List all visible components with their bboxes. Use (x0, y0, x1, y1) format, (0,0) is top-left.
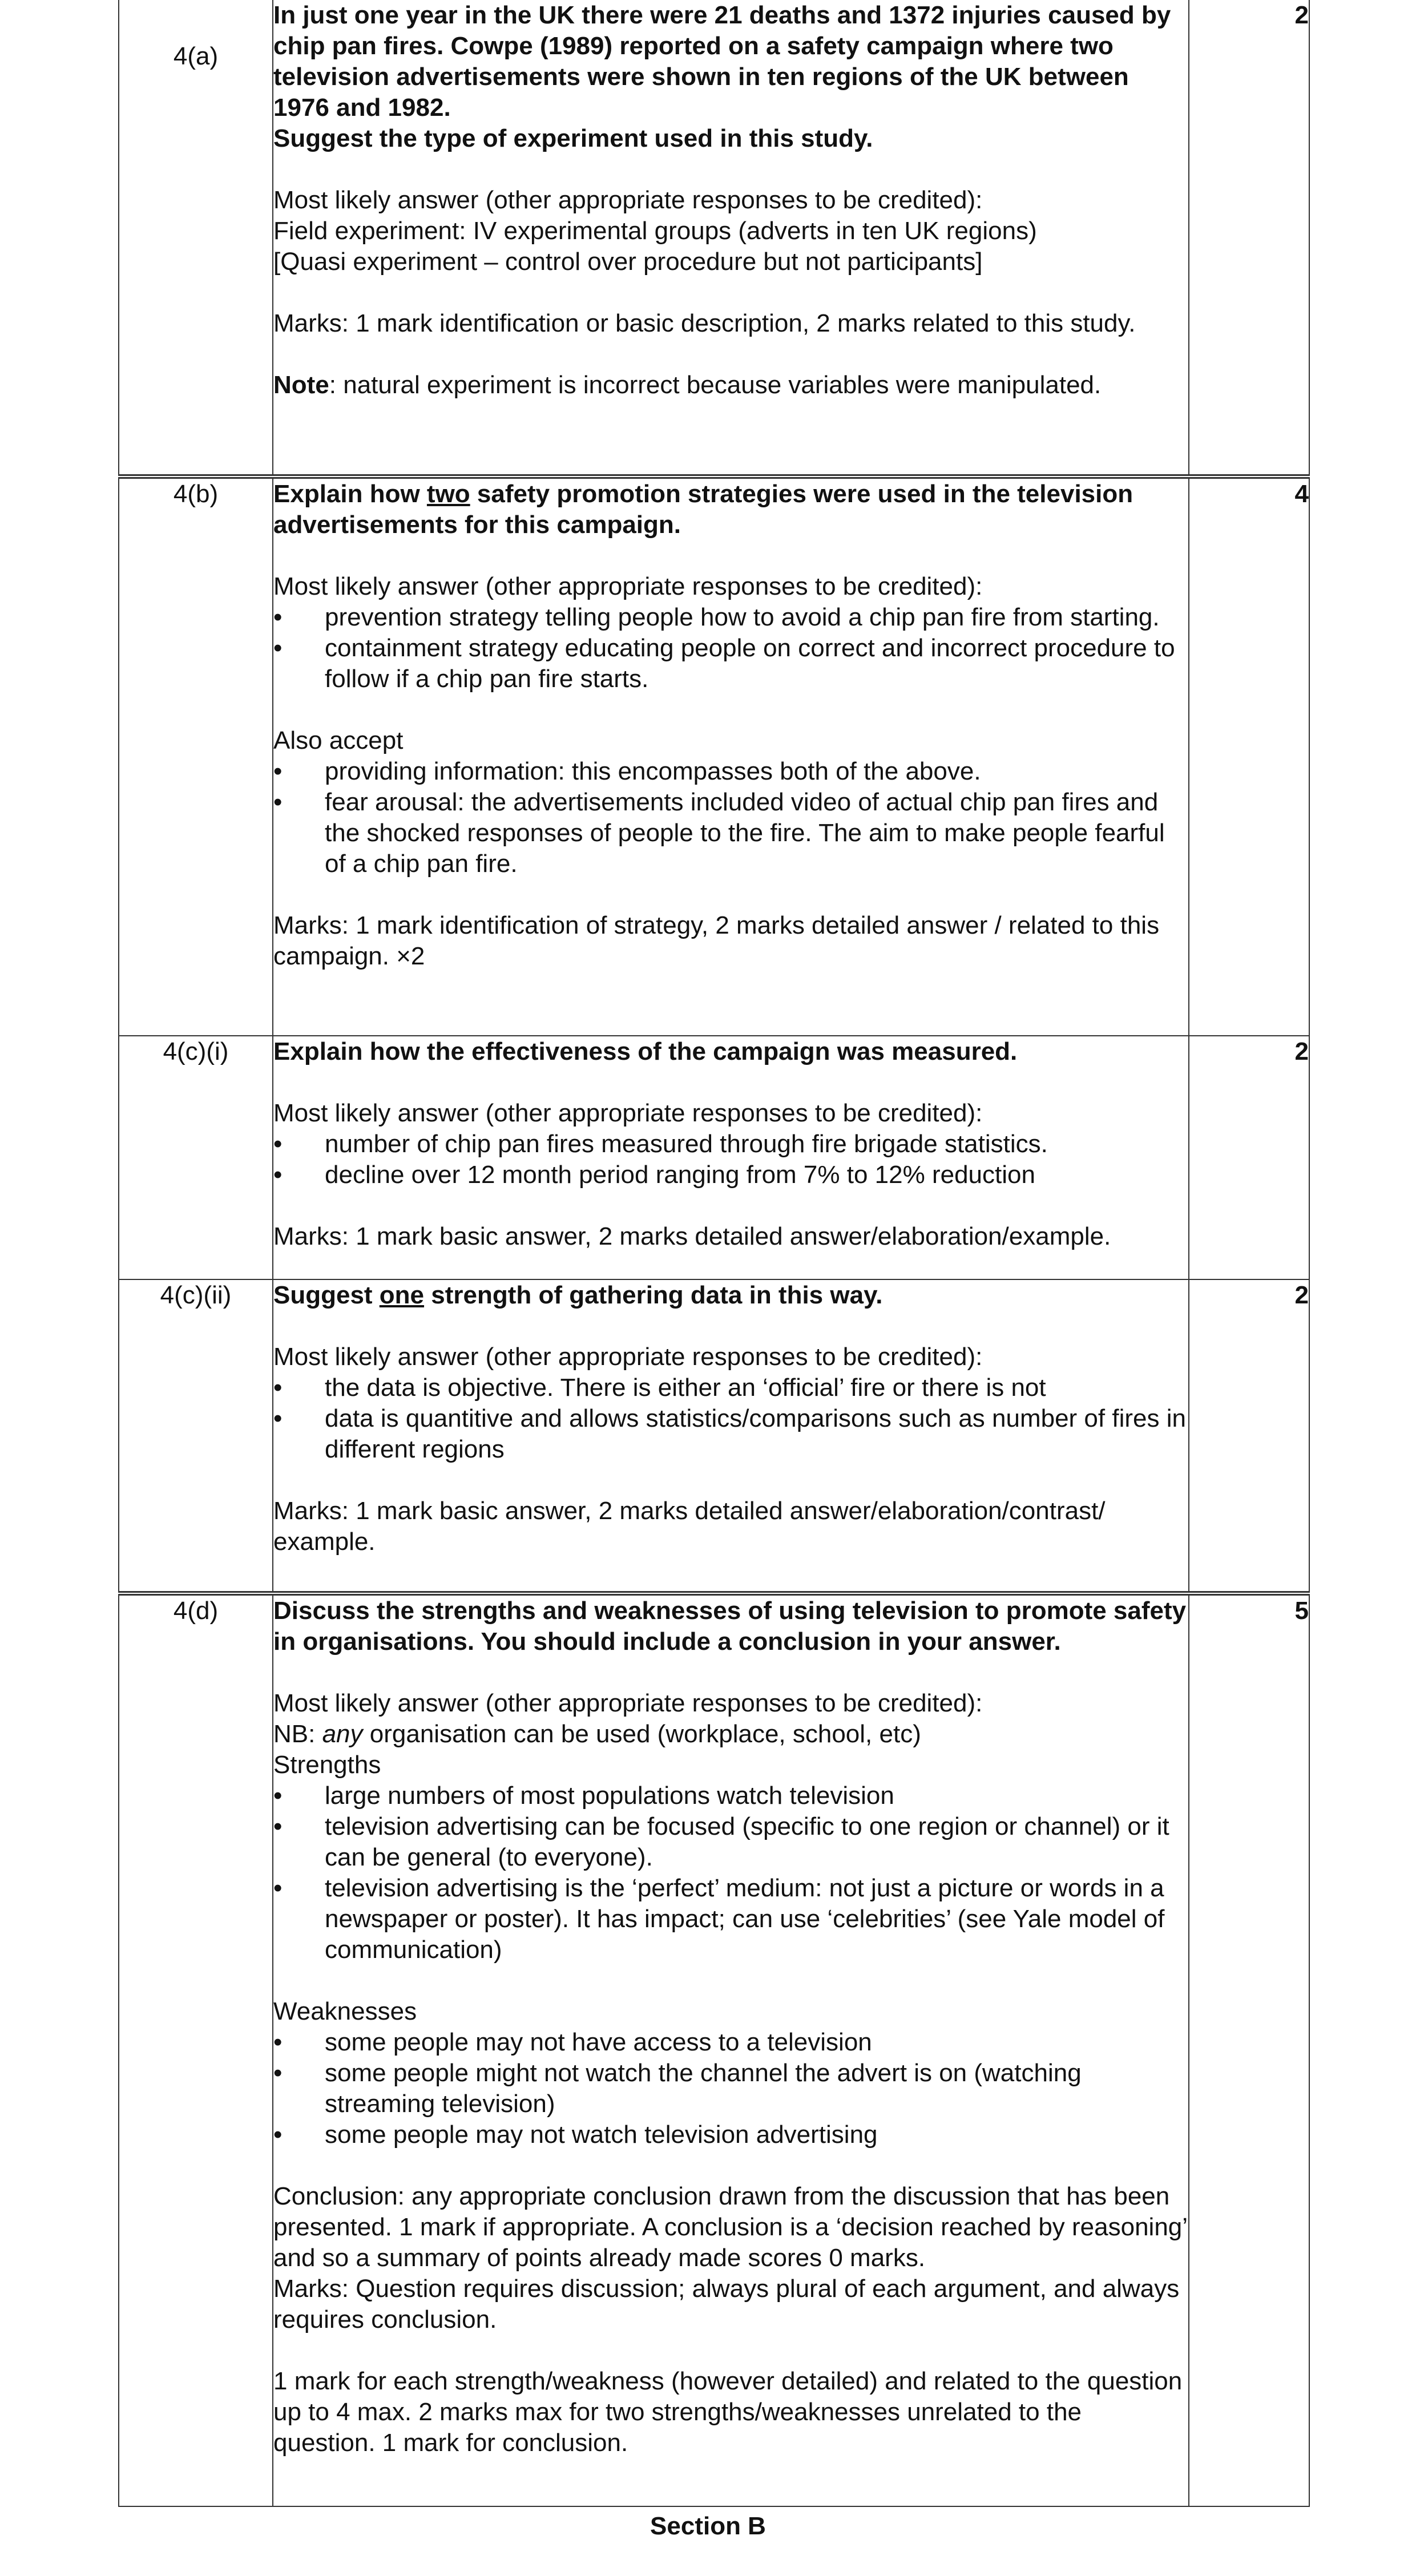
list-item: • television advertising can be focused (specific to one region or channel) or it can be general (to everyone). (273, 1811, 1188, 1873)
marks-guidance: Marks: 1 mark identification or basic description, 2 marks related to this study. (273, 309, 1136, 337)
question-content (273, 477, 1189, 1036)
marks-value: 4 (1189, 477, 1309, 1036)
question-number: 4(a) (119, 0, 273, 477)
table-row (119, 1593, 1309, 2506)
table-row (119, 1279, 1309, 1593)
question-content (273, 1279, 1189, 1593)
answer-intro: Most likely answer (other appropriate responses to be credited): (273, 1689, 983, 1717)
answer-list (273, 1129, 1188, 1190)
list-item: • number of chip pan fires measured through fire brigade statistics. (273, 1129, 1188, 1160)
list-item: • containment strategy educating people on correct and incorrect procedure to follow if a chip pan fire starts. (273, 633, 1188, 695)
question-content (273, 0, 1189, 477)
section-footer: Section B (650, 2512, 766, 2540)
question-text: In just one year in the UK there were 21 deaths and 1372 injuries caused by chip pan fires. Cowpe (1989) reported on a safety campaign where two television advertisements were shown in ten regions of the UK between 1976 and 1982. (273, 1, 1171, 122)
question-number: 4(d) (119, 1593, 273, 2506)
marks-value: 2 (1189, 1279, 1309, 1593)
list-item: • television advertising is the ‘perfect’ medium: not just a picture or words in a newspaper or poster). It has impact; can use ‘celebrities’ (see Yale model of communication) (273, 1873, 1188, 1965)
list-item: • large numbers of most populations watch television (273, 1780, 1188, 1811)
marks-guidance: Marks: 1 mark identification of strategy, 2 marks detailed answer / related to this campaign. ×2 (273, 911, 1160, 970)
marks-value: 2 (1189, 0, 1309, 477)
answer-list (273, 602, 1188, 695)
question-text: Explain how the effectiveness of the campaign was measured. (273, 1037, 1018, 1065)
list-item: • some people might not watch the channel the advert is on (watching streaming television) (273, 2058, 1188, 2119)
list-item: • decline over 12 month period ranging from 7% to 12% reduction (273, 1160, 1188, 1190)
question-text: Explain how two safety promotion strategies were used in the television advertisements for this campaign. (273, 480, 1133, 539)
also-accept-label: Also accept (273, 726, 404, 754)
answer-intro: Most likely answer (other appropriate responses to be credited): (273, 186, 983, 214)
final-guidance: 1 mark for each strength/weakness (however detailed) and related to the question up to 4 max. 2 marks max for two strengths/weaknesses unrelated to the question. 1 mark for conclusion. (273, 2367, 1183, 2457)
question-number: 4(c)(ii) (119, 1279, 273, 1593)
answer-list (273, 1372, 1188, 1465)
mark-scheme-table (118, 0, 1310, 2507)
weaknesses-list (273, 2027, 1188, 2150)
question-content (273, 1036, 1189, 1279)
answer-line: [Quasi experiment – control over procedure but not participants] (273, 248, 983, 276)
nb-line: NB: any organisation can be used (workplace, school, etc) (273, 1720, 921, 1748)
table-row (119, 0, 1309, 477)
conclusion-guidance: Conclusion: any appropriate conclusion drawn from the discussion that has been presented. 1 mark if appropriate. A conclusion is a ‘decision reached by reasoning’ and so a summary of points already made scores 0 marks. (273, 2182, 1187, 2272)
list-item: • data is quantitive and allows statistics/comparisons such as number of fires in different regions (273, 1403, 1188, 1465)
marks-guidance: Marks: 1 mark basic answer, 2 marks detailed answer/elaboration/example. (273, 1222, 1111, 1250)
list-item: • fear arousal: the advertisements included video of actual chip pan fires and the shocked responses of people to the fire. The aim to make people fearful of a chip pan fire. (273, 787, 1188, 879)
answer-list (273, 756, 1188, 879)
question-text: Discuss the strengths and weaknesses of using television to promote safety in organisations. You should include a conclusion in your answer. (273, 1597, 1187, 1656)
list-item: • some people may not have access to a television (273, 2027, 1188, 2058)
strengths-list (273, 1780, 1188, 1965)
list-item: • the data is objective. There is either an ‘official’ fire or there is not (273, 1372, 1188, 1403)
note-label: Note (273, 371, 329, 399)
marks-value: 2 (1189, 1036, 1309, 1279)
table-row (119, 477, 1309, 1036)
marks-guidance: Marks: 1 mark basic answer, 2 marks detailed answer/elaboration/contrast/ example. (273, 1497, 1106, 1556)
list-item: • prevention strategy telling people how to avoid a chip pan fire from starting. (273, 602, 1188, 633)
question-number: 4(c)(i) (119, 1036, 273, 1279)
question-prompt: Suggest the type of experiment used in this study. (273, 124, 873, 152)
weaknesses-label: Weaknesses (273, 1997, 417, 2025)
list-item: • providing information: this encompasses both of the above. (273, 756, 1188, 787)
question-number: 4(b) (119, 477, 273, 1036)
question-text: Suggest one strength of gathering data in this way. (273, 1281, 883, 1309)
answer-intro: Most likely answer (other appropriate responses to be credited): (273, 1343, 983, 1371)
strengths-label: Strengths (273, 1751, 381, 1779)
note-text: : natural experiment is incorrect because variables were manipulated. (329, 371, 1102, 399)
answer-intro: Most likely answer (other appropriate responses to be credited): (273, 1099, 983, 1127)
table-row (119, 1036, 1309, 1279)
answer-line: Field experiment: IV experimental groups (adverts in ten UK regions) (273, 217, 1037, 245)
list-item: • some people may not watch television advertising (273, 2119, 1188, 2150)
answer-intro: Most likely answer (other appropriate responses to be credited): (273, 572, 983, 600)
note (273, 370, 1188, 401)
marks-guidance: Marks: Question requires discussion; always plural of each argument, and always requires conclusion. (273, 2275, 1180, 2333)
marks-value: 5 (1189, 1593, 1309, 2506)
question-content (273, 1593, 1189, 2506)
